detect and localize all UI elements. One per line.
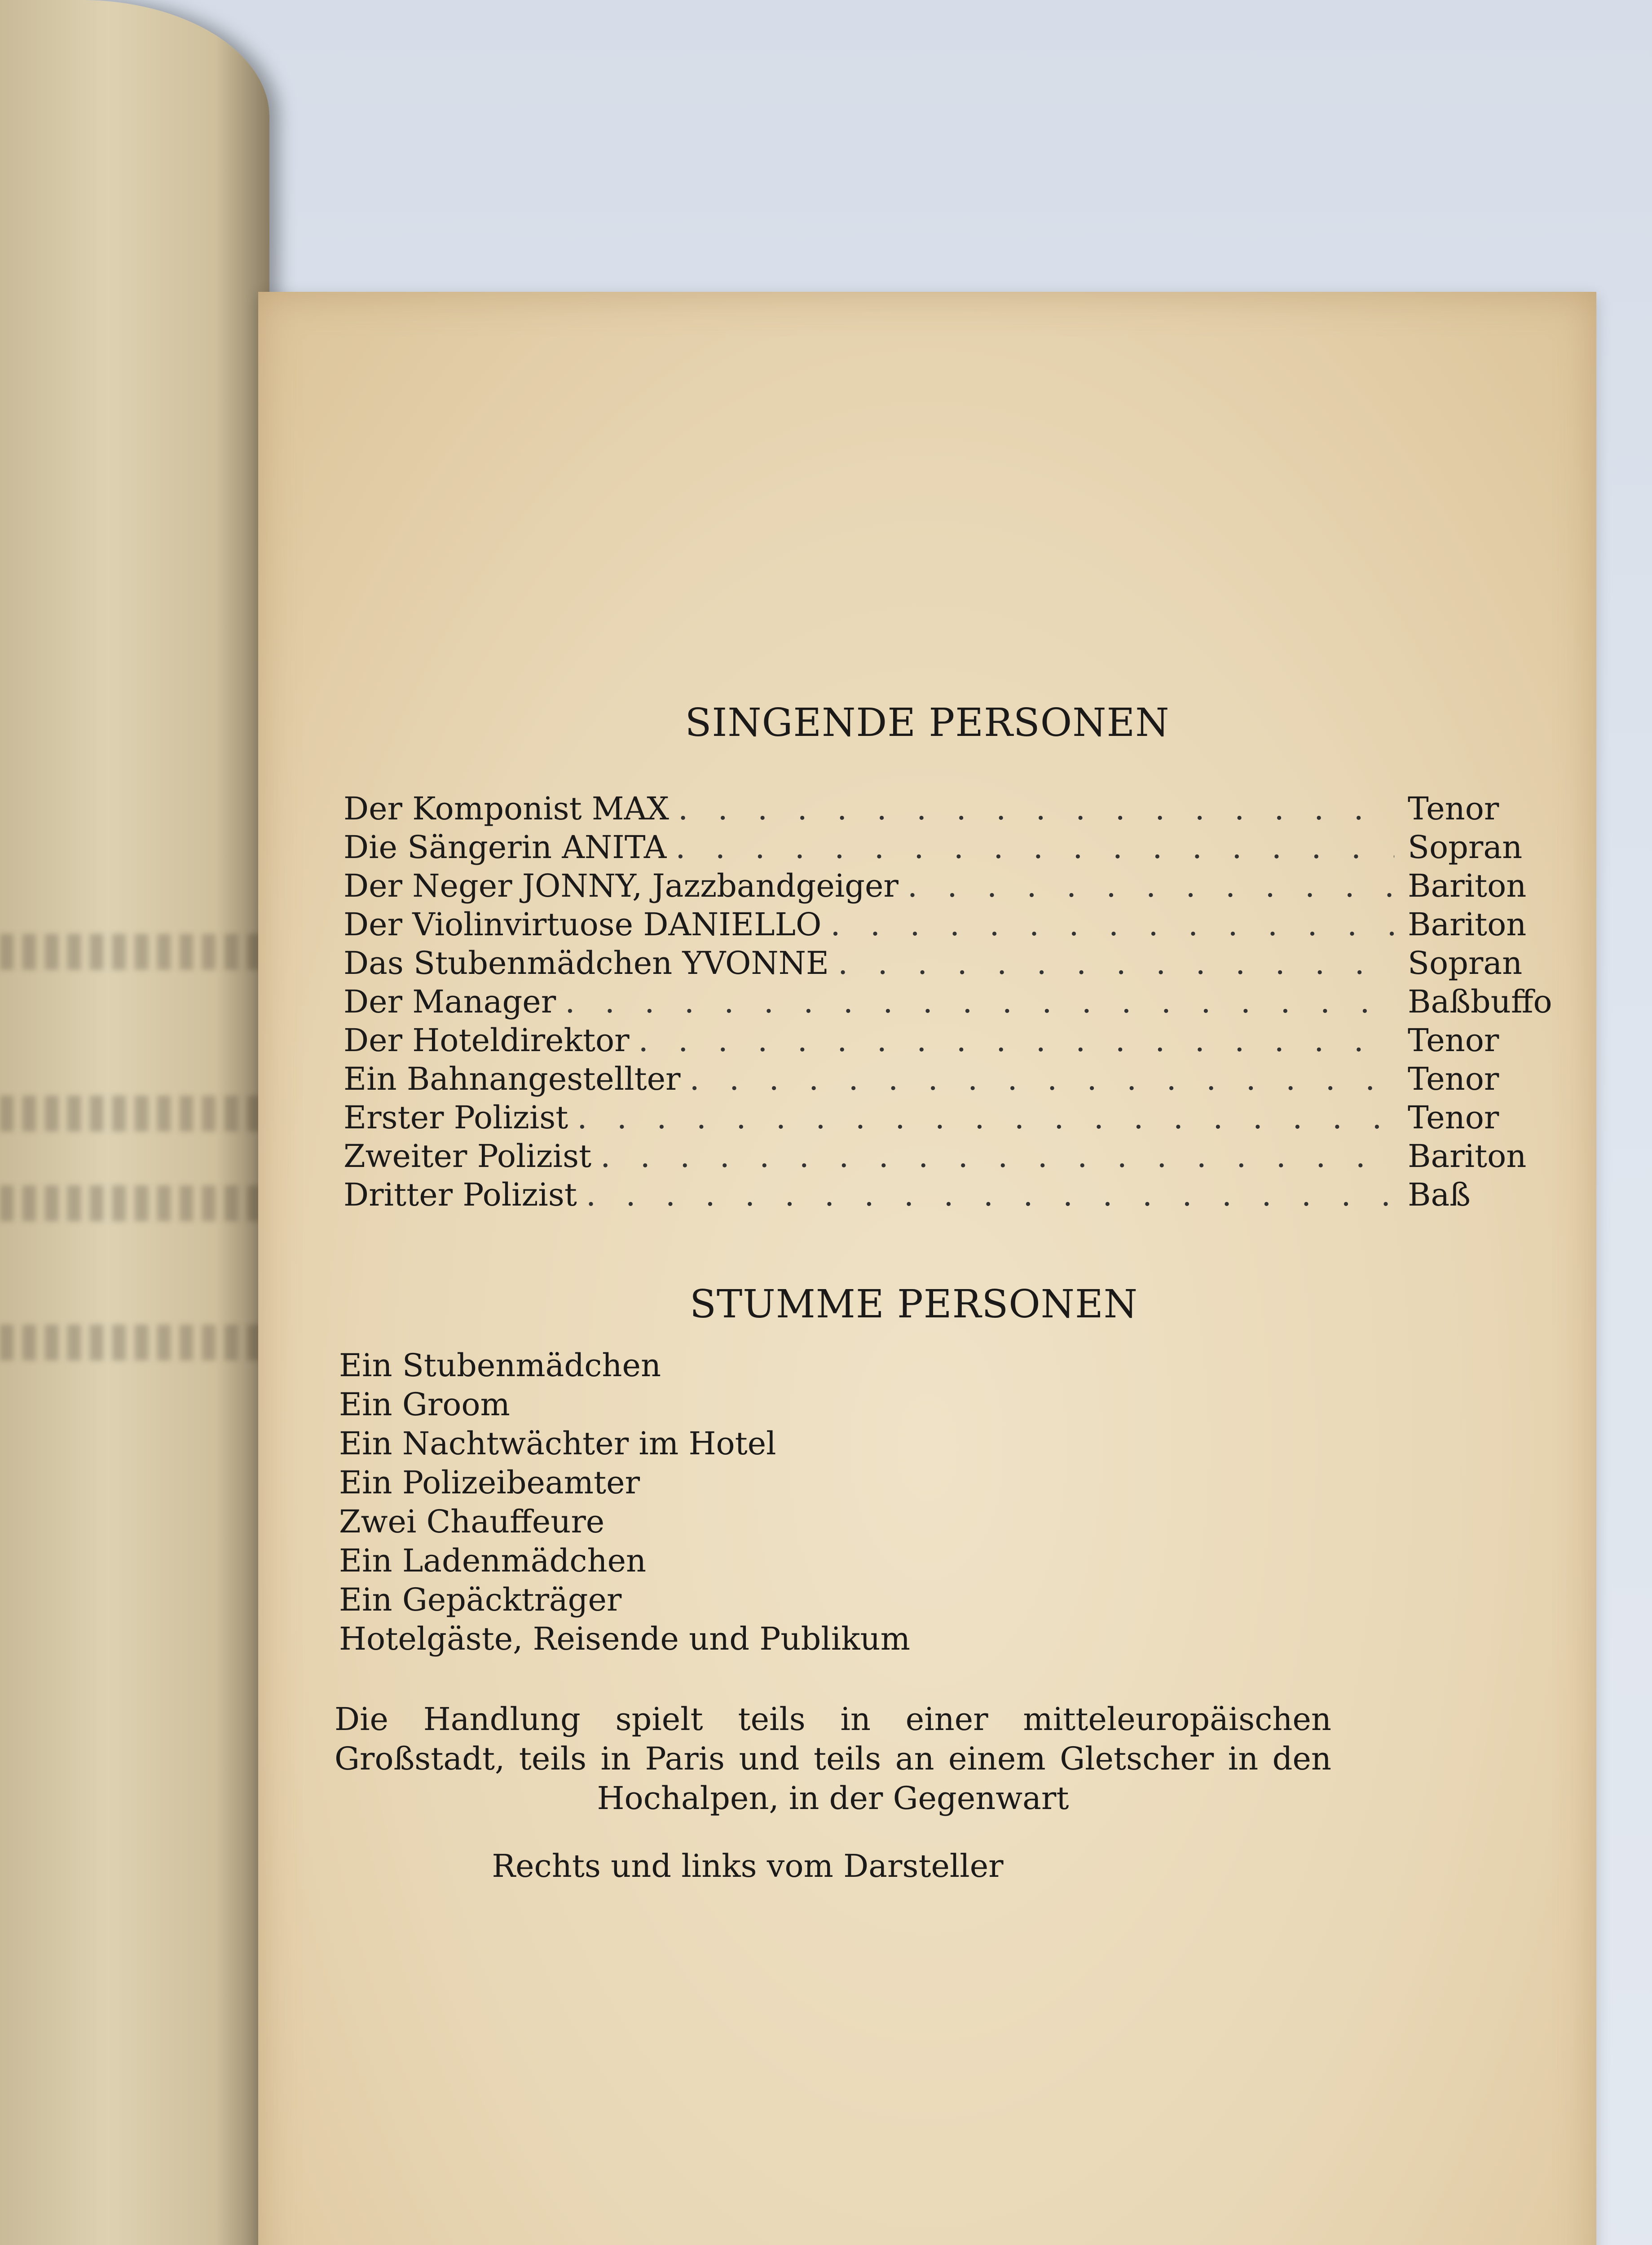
role-name: Der Manager <box>344 983 556 1020</box>
leader-dots <box>565 983 1394 1020</box>
setting-paragraph: Die Handlung spielt teils in einer mitteleuropäischen Großstadt, teils in Paris und teils an einem Gletscher in den Hochalpen, in der Gegenwart <box>335 1701 1331 1817</box>
leader-dots <box>600 1138 1394 1175</box>
role-name: Erster Polizist <box>344 1099 568 1136</box>
list-item: Zwei Chauffeure <box>339 1503 605 1540</box>
cast-row <box>344 983 1556 1022</box>
cast-row <box>344 945 1556 983</box>
leader-dots <box>639 1022 1394 1059</box>
role-name: Ein Bahnangestellter <box>344 1061 681 1097</box>
cast-row <box>344 1061 1556 1099</box>
leader-dots <box>907 867 1394 904</box>
leader-dots <box>577 1099 1394 1136</box>
list-item: Ein Ladenmädchen <box>339 1542 647 1579</box>
leader-dots <box>689 1061 1394 1097</box>
voice-type: Tenor <box>1408 1022 1499 1059</box>
voice-type: Tenor <box>1408 790 1499 827</box>
mute-cast-list <box>339 1347 910 1660</box>
voice-type: Baßbuffo <box>1408 983 1552 1020</box>
list-item: Ein Groom <box>339 1386 510 1423</box>
cast-row <box>344 1099 1556 1138</box>
singing-heading: SINGENDE PERSONEN <box>685 700 1170 745</box>
cast-row <box>344 1022 1556 1061</box>
voice-type: Bariton <box>1408 906 1527 943</box>
cast-row <box>344 906 1556 945</box>
leader-dots <box>830 906 1394 943</box>
list-item: Ein Stubenmädchen <box>339 1347 661 1384</box>
cast-row <box>344 829 1556 867</box>
cast-row <box>344 1176 1556 1215</box>
role-name: Der Hoteldirektor <box>344 1022 630 1059</box>
footer-note: Rechts und links vom Darsteller <box>492 1848 1004 1884</box>
voice-type: Tenor <box>1408 1099 1499 1136</box>
role-name: Die Sängerin ANITA <box>344 829 667 866</box>
list-item: Ein Gepäckträger <box>339 1581 622 1618</box>
singing-cast-list <box>344 790 1556 1215</box>
cast-row <box>344 867 1556 906</box>
leader-dots <box>838 945 1394 982</box>
voice-type: Baß <box>1408 1176 1471 1213</box>
list-item: Ein Nachtwächter im Hotel <box>339 1425 776 1462</box>
role-name: Der Neger JONNY, Jazzbandgeiger <box>344 867 899 904</box>
role-name: Zweiter Polizist <box>344 1138 592 1175</box>
leader-dots <box>586 1176 1394 1213</box>
bleed-through-text <box>0 934 260 970</box>
role-name: Das Stubenmädchen YVONNE <box>344 945 829 982</box>
voice-type: Bariton <box>1408 1138 1527 1175</box>
cast-row <box>344 1138 1556 1176</box>
leader-dots <box>675 829 1394 866</box>
role-name: Der Violinvirtuose DANIELLO <box>344 906 822 943</box>
cast-row <box>344 790 1556 829</box>
bleed-through-text <box>0 1325 260 1360</box>
cast-page <box>258 292 1596 2245</box>
role-name: Der Komponist MAX <box>344 790 669 827</box>
mute-heading: STUMME PERSONEN <box>689 1282 1138 1327</box>
role-name: Dritter Polizist <box>344 1176 577 1213</box>
list-item: Ein Polizeibeamter <box>339 1464 640 1501</box>
voice-type: Bariton <box>1408 867 1527 904</box>
voice-type: Sopran <box>1408 829 1523 866</box>
list-item: Hotelgäste, Reisende und Publikum <box>339 1620 910 1657</box>
voice-type: Tenor <box>1408 1061 1499 1097</box>
leader-dots <box>678 790 1394 827</box>
bleed-through-text <box>0 1185 260 1221</box>
bleed-through-text <box>0 1096 260 1131</box>
facing-page <box>0 0 269 2245</box>
voice-type: Sopran <box>1408 945 1523 982</box>
